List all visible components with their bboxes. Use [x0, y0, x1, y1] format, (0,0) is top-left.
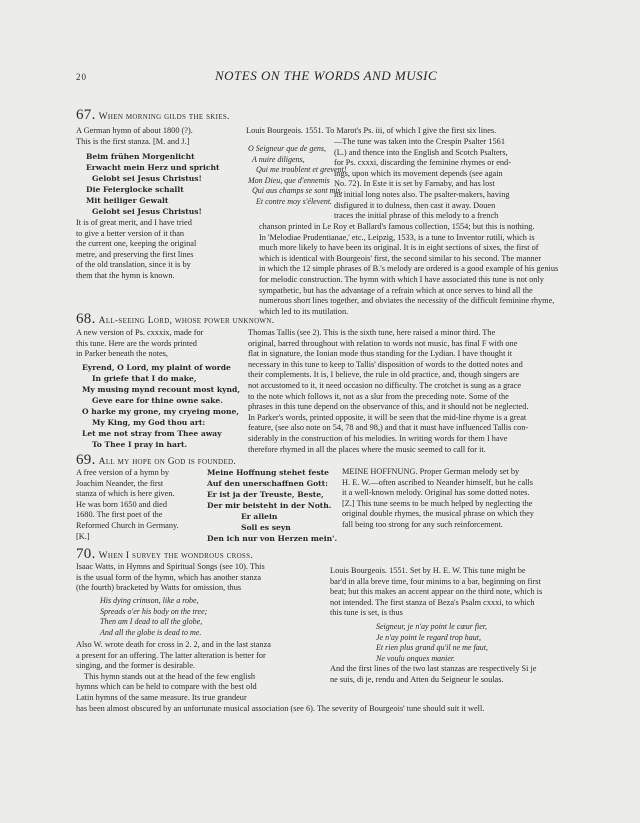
verse-line: Er allein	[241, 512, 278, 521]
s67-bottom-paragraph	[259, 222, 577, 317]
text-line: a present for an offering. The latter alteration is better for	[76, 650, 266, 660]
s70-right-column	[330, 566, 575, 619]
verse-line: Auf den unerschaffnen Gott:	[207, 479, 328, 488]
verse-line: Ne voulu onques manier.	[376, 653, 456, 663]
page-number: 20	[76, 72, 87, 82]
s70-right-after	[330, 664, 575, 685]
s69-right-column	[342, 467, 574, 531]
text-line: ne suis, di je, rendu and Atten du Seigneur le soulas.	[330, 674, 504, 684]
text-line: to give a better version of it than	[76, 228, 185, 238]
verse-line: Gelobt sei Jesus Christus!	[92, 174, 202, 183]
verse-line: Soll es seyn	[241, 523, 291, 532]
text-line: 1680. The first poet of the	[76, 510, 163, 520]
verse-line: Den ich nur von Herzen mein'.	[207, 534, 338, 543]
text-line: In 'Melodiae Prudentianae,' etc., Leipzig, 1533, is a tune to Inventor rutili, which is	[259, 232, 535, 242]
verse-line: Eyrend, O Lord, my plaint of worde	[82, 363, 231, 372]
s68-old-english-verse	[82, 362, 240, 450]
text-line: their complements. It is, I believe, the rule in old practice, and, though singers are	[248, 370, 520, 380]
verse-line: Geve eare for thine owne sake.	[92, 396, 223, 405]
section-67-heading	[76, 107, 230, 124]
section-number: 68.	[76, 311, 96, 327]
text-line: Latin hymns of the same measure. Its true grandeur	[76, 692, 247, 702]
text-line: this tune is set, is thus	[330, 608, 403, 618]
text-line: fall being too strong for any such reinforcement.	[342, 519, 503, 529]
text-line: stanza of which is here given.	[76, 489, 175, 499]
text-line: ings, upon which its movement depends (see again	[334, 168, 503, 178]
verse-line: Meine Hoffnung stehet feste	[207, 468, 329, 477]
text-line: siderably in the construction of his melodies. In writing words for them I have	[248, 433, 508, 443]
text-line: bar'd in alla breve time, four minims to a bar, beginning on first	[330, 576, 541, 586]
verse-line: Die Feierglocke schallt	[86, 185, 184, 194]
section-title: When morning gilds the skies.	[98, 112, 230, 122]
verse-line: Er ist ja der Treuste, Beste,	[207, 490, 324, 499]
text-line: original, barred throughout with relation to words not music, has final F with one	[248, 338, 518, 348]
verse-line: And all the globe is dead to me.	[100, 627, 202, 637]
verse-line: Je n'ay point le regard trop haut,	[376, 632, 482, 642]
text-line: Thomas Tallis (see 2). This is the sixth tune, here raised a minor third. The	[248, 328, 496, 337]
verse-line: Qui me troublent et grevent!	[256, 165, 347, 174]
text-line: sympathetic, but has the advantage of a refrain which at once serves to bind all the	[259, 285, 533, 295]
text-line: to the note which follows it, not as a slur from the preceding note. Some of the	[248, 391, 509, 401]
text-line: He was born 1650 and died	[76, 499, 168, 509]
verse-line: My King, my God thou art:	[92, 418, 206, 427]
text-line: its initial long notes also. The psalter-makers, having	[334, 189, 510, 199]
text-line: beat; but this makes an accent appear on the third note, which is	[330, 587, 543, 597]
text-line: phrases in this tune depend on the observance of this, and it should not be neglected.	[248, 402, 529, 412]
text-line: the current one, keeping the original	[76, 239, 197, 249]
s67-german-verse	[86, 151, 220, 217]
text-line: And the first lines of the two last stanzas are respectively Si je	[330, 664, 537, 673]
text-line: them that the hymn is known.	[76, 270, 175, 280]
text-line: [Z.] This tune seems to be much helped by neglecting the	[342, 498, 533, 508]
text-line: is the usual form of the hymn, which has another stanza	[76, 572, 262, 582]
s67-left-intro	[76, 126, 234, 147]
verse-line: Let me not stray from Thee away	[82, 429, 222, 438]
text-line: This is the first stanza. [M. and J.]	[76, 136, 190, 146]
section-number: 67.	[76, 107, 96, 123]
section-title: All-seeing Lord, whose power unknown.	[98, 316, 275, 326]
text-line: it a well-known melody. Original has some dotted notes.	[342, 488, 530, 498]
s70-last-line: has been almost obscured by an unfortunate musical association (see 6). The severity of Bourgeois' tune should suit it well.	[76, 704, 485, 713]
verse-line: Then am I dead to all the globe,	[100, 617, 203, 626]
text-line: traces the initial phrase of this melody to a french	[334, 211, 499, 221]
running-header: NOTES ON THE WORDS AND MUSIC	[215, 68, 438, 83]
text-line: for melodic construction. The hymn with which I have associated this tune is not only	[259, 274, 544, 284]
s68-right-column	[248, 328, 573, 455]
text-line: this tune. Here are the words printed	[76, 338, 197, 348]
verse-line: O Seigneur que de gens,	[248, 144, 326, 153]
text-line: Reformed Church in Germany.	[76, 520, 179, 530]
verse-line: Erwacht mein Herz und spricht	[86, 163, 220, 172]
text-line: not accustomed to it, it need occasion no difficulty. The crotchet is sung as a grace	[248, 380, 522, 390]
verse-line: Gelobt sei Jesus Christus!	[92, 207, 202, 216]
s67-right-column	[334, 137, 572, 222]
section-68-heading	[76, 311, 274, 328]
text-line: [K.]	[76, 531, 90, 541]
text-line: feature, (see also note on 54, 78 and 98,) and that it must have influenced Tallis con-	[248, 423, 529, 433]
text-line: Also W. wrote death for cross in 2. 2, and in the last stanza	[76, 640, 271, 649]
s69-left-column	[76, 468, 202, 542]
text-line: which is identical with Bourgeois' first, the second similar to his second. The manner	[259, 253, 542, 263]
text-line: necessary in this tune to keep to Tallis' disposition of words to the dotted notes and	[248, 359, 523, 369]
text-line: It is of great merit, and I have tried	[76, 218, 192, 227]
text-line: A German hymn of about 1800 (?).	[76, 126, 193, 135]
section-title: All my hope on God is founded.	[98, 457, 237, 467]
section-number: 69.	[76, 452, 96, 468]
verse-line: Seigneur, je n'ay point le cœur fier,	[376, 622, 488, 631]
text-line: Joachim Neander, the first	[76, 478, 164, 488]
s70-left-after	[76, 640, 314, 704]
text-line: A free version of a hymn by	[76, 468, 170, 477]
text-line: original double rhymes, the musical phrase on which they	[342, 509, 534, 519]
text-line: (L.) and thence into the English and Scotch Psalters,	[334, 147, 508, 157]
verse-line: O harke my grone, my cryeing mone,	[82, 407, 239, 416]
text-line: much more likely to have been its original. It is in eight sections of sixes, the first of	[259, 243, 539, 253]
verse-line: My musing mynd recount most kynd,	[82, 385, 240, 394]
text-line: In Parker's words, printed opposite, it will be seen that the mid-line rhyme is a great	[248, 412, 527, 422]
text-line: H. E. W.—often ascribed to Neander himself, but he calls	[342, 477, 534, 487]
text-line: metre, and preserving the first lines	[76, 249, 194, 259]
verse-line: Beim frühen Morgenlicht	[86, 152, 195, 161]
text-line: not intended. The first stanza of Beza's Psalm cxxxi, to which	[330, 597, 535, 607]
text-line: which led to its mutilation.	[259, 306, 349, 316]
verse-line: Mon Dieu, que d'ennemis	[248, 175, 330, 185]
verse-line: In griefe that I do make,	[92, 374, 197, 383]
text-line: MEINE HOFFNUNG. Proper German melody set by	[342, 467, 520, 476]
text-line: No. 72). In Este it is set by Farnaby, and has lost	[334, 179, 495, 189]
text-line: for Ps. cxxxi, discarding the feminine rhymes or end-	[334, 158, 511, 168]
verse-line: His dying crimson, like a robe,	[100, 596, 199, 605]
verse-line: Qui aus champs se sont mis,	[252, 186, 343, 195]
text-line: disfigured it to dulness, then cast it away. Douen	[334, 200, 496, 210]
text-line: singing, and the former is desirable.	[76, 661, 196, 671]
text-line: —The tune was taken into the Crespin Psalter 1561	[334, 137, 505, 146]
s68-left-intro	[76, 328, 236, 360]
text-line: Isaac Watts, in Hymns and Spiritual Songs (see 10). This	[76, 562, 265, 571]
verse-line: Spreads o'er his body on the tree;	[100, 606, 208, 616]
text-line: of the old translation, since it is by	[76, 260, 191, 270]
s69-german-verse	[207, 467, 337, 544]
verse-line: Et contre moy s'élevent.	[256, 196, 333, 206]
text-line: This hymn stands out at the head of the few english	[84, 671, 255, 681]
text-line: in which the 12 simple phrases of B.'s melody are ordered is a good example of his genius	[259, 264, 559, 274]
verse-line: Mit heiliger Gewalt	[86, 196, 169, 205]
s67-left-after	[76, 218, 234, 282]
text-line: (the fourth) bracketed by Watts for omission, thus	[76, 583, 242, 593]
text-line: flat in signature, the Ionian mode thus standing for the Lydian. I have thought it	[248, 349, 513, 359]
text-line: A new version of Ps. cxxxix, made for	[76, 328, 204, 337]
text-line: Louis Bourgeois. 1551. Set by H. E. W. This tune might be	[330, 566, 526, 575]
verse-line: Der mir beisteht in der Noth.	[207, 501, 332, 510]
text-line: numerous short lines together, and obviates the necessity of the difficult feminine rhyme,	[259, 296, 555, 306]
section-70-heading	[76, 546, 253, 563]
text-line: chanson printed in Le Roy et Ballard's famous collection, 1554; but this is nothing.	[259, 222, 535, 231]
s70-french-verse	[376, 622, 488, 664]
verse-line: Et rien plus grand qu'il ne me faut,	[376, 643, 488, 652]
s67-french-verse	[248, 144, 347, 207]
s70-english-verse	[100, 596, 207, 638]
section-title: When I survey the wondrous cross.	[98, 551, 253, 561]
text-line: therefore rhymed in all the places where the music seemed to call for it.	[248, 444, 486, 454]
verse-line: To Thee I pray in hart.	[92, 440, 188, 449]
text-line: in Parker beneath the notes,	[76, 349, 168, 359]
verse-line: A nuire diligens,	[252, 154, 305, 164]
text-line: hymns which can be held to compare with the best old	[76, 682, 257, 692]
s67-right-intro: Louis Bourgeois. 1551. To Marot's Ps. iii, of which I give the first six lines.	[246, 126, 497, 135]
section-number: 70.	[76, 546, 96, 562]
s70-left-intro	[76, 562, 314, 594]
